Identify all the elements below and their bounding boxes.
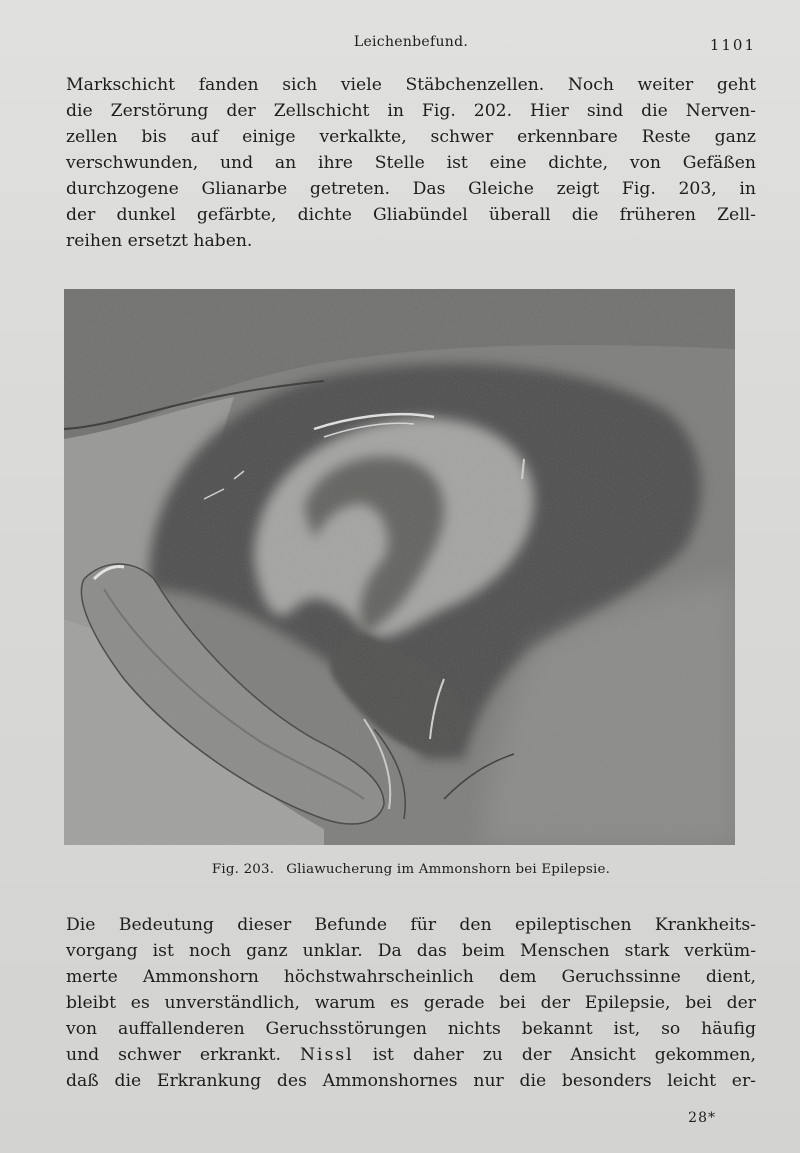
author-name: Nissl [300,1045,354,1065]
text-line: bleibt es unverständlich, warum es gerade bei der Epilepsie, bei der [66,993,756,1013]
running-head [66,34,756,54]
signature-mark: 28* [688,1110,716,1126]
page-number: 1101 [709,36,756,54]
figure-caption-text: Gliawucherung im Ammonshorn bei Epilepsie. [286,862,611,877]
text-line: die Zerstörung der Zellschicht in Fig. 202. Hier sind die Nerven- [66,101,756,121]
text-line: Markschicht fanden sich viele Stäbchenzellen. Noch weiter geht [66,75,756,95]
text-line: reihen ersetzt haben. [66,231,253,251]
text-line: daß die Erkrankung des Ammonshornes nur die besonders leicht er- [66,1071,756,1091]
paragraph-bottom [66,912,756,1094]
text-line: der dunkel gefärbte, dichte Gliabündel überall die früheren Zell- [66,205,756,225]
text-line: vorgang ist noch ganz unklar. Da das beim Menschen stark verküm- [66,941,756,961]
text-line: durchzogene Glianarbe getreten. Das Gleiche zeigt Fig. 203, in [66,179,756,199]
text-line-with-author [66,1042,756,1068]
text-line: von auffallenderen Geruchsstörungen nichts bekannt ist, so häufig [66,1019,756,1039]
text-segment: und schwer erkrankt. [66,1045,281,1065]
text-line: Die Bedeutung dieser Befunde für den epileptischen Krankheits- [66,915,756,935]
text-line: verschwunden, und an ihre Stelle ist eine dichte, von Gefäßen [66,153,756,173]
text-line: merte Ammonshorn höchstwahrscheinlich dem Geruchssinne dient, [66,967,756,987]
figure-micrograph [64,289,735,845]
figure-caption [66,862,756,877]
running-title: Leichenbefund. [353,34,469,50]
text-line: zellen bis auf einige verkalkte, schwer erkennbare Reste ganz [66,127,756,147]
text-segment: ist daher zu der Ansicht gekommen, [372,1045,756,1065]
hippocampus-micrograph-image [64,289,735,845]
figure-number: Fig. 203. [211,862,275,877]
paragraph-top [66,72,756,254]
